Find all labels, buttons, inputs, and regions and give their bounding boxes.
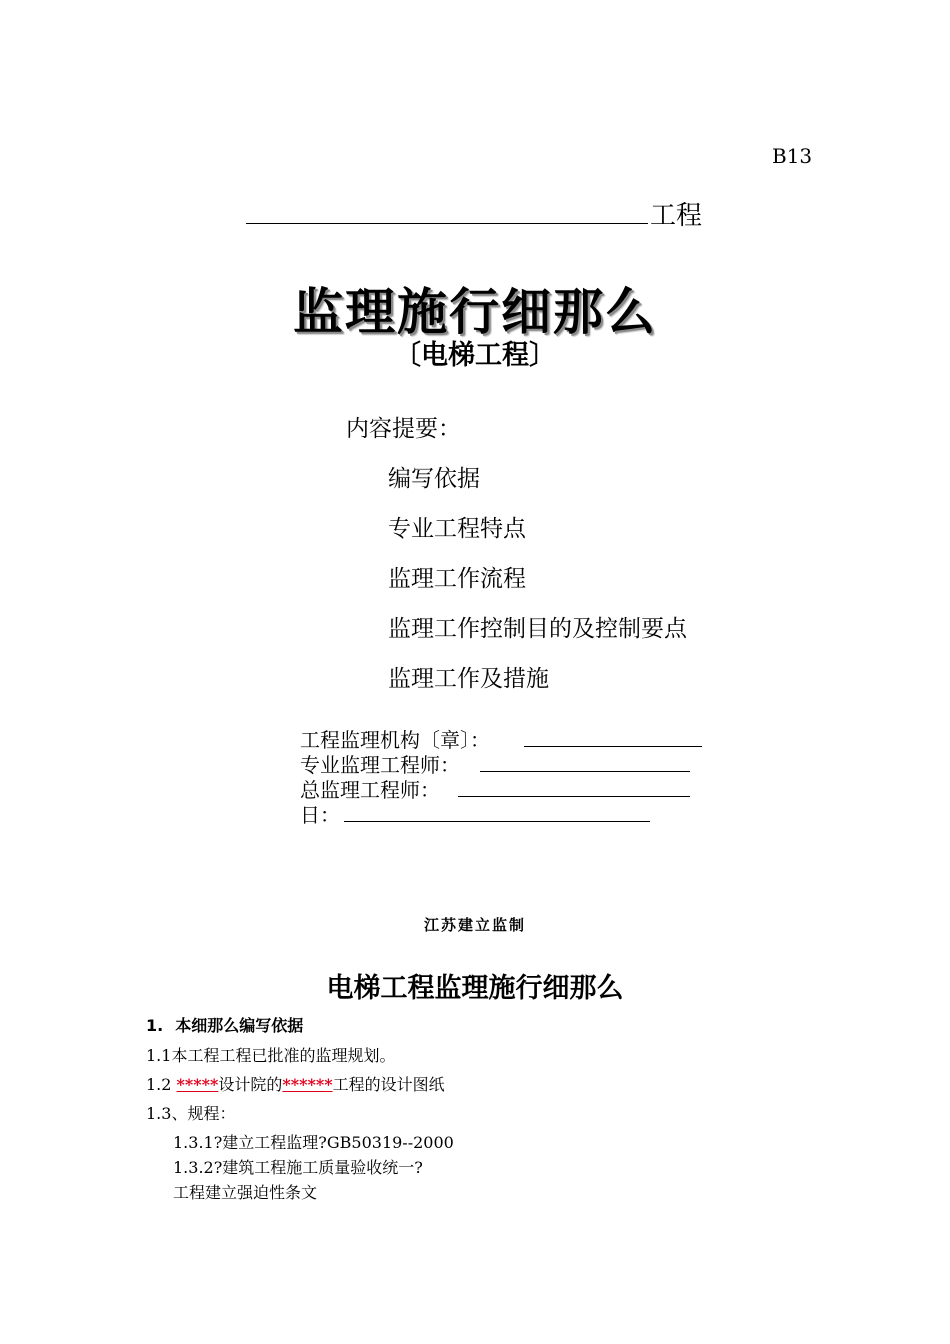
document-code: B13 <box>772 144 813 168</box>
signature-field-date <box>300 799 340 825</box>
line-suffix: 工程的设计图纸 <box>332 1075 445 1094</box>
organization: 江苏建立监制 <box>423 916 526 934</box>
contents-item: 监理工作控制目的及控制要点 <box>388 616 687 642</box>
signature-label: 日： <box>300 803 340 827</box>
section-heading <box>146 1013 303 1036</box>
contents-label: 内容提要： <box>346 416 461 442</box>
signature-label: 工程监理机构〔章〕： <box>300 728 490 752</box>
contents-item: 监理工作流程 <box>388 566 526 592</box>
section-heading-text: 本细那么编写依据 <box>175 1016 304 1035</box>
body-line-1-1: 1.1本工程工程已批准的监理规划。 <box>146 1046 396 1065</box>
body-line-1-3-2: 1.3.2?建筑工程施工质量验收统一? <box>173 1158 423 1177</box>
line-prefix: 1.2 <box>146 1075 177 1094</box>
body-line-continuation: 工程建立强迫性条文 <box>173 1183 318 1202</box>
signature-field-chief <box>300 774 440 800</box>
project-suffix: 工程 <box>650 201 703 231</box>
signature-label: 总监理工程师： <box>300 778 440 802</box>
contents-item: 专业工程特点 <box>388 516 526 542</box>
project-name-blank <box>246 223 648 224</box>
body-line-1-2 <box>146 1072 445 1095</box>
body-line-1-3-1: 1.3.1?建立工程监理?GB50319--2000 <box>173 1133 454 1152</box>
signature-blank <box>480 771 690 772</box>
document-title: 电梯工程监理施行细那么 <box>326 973 624 1004</box>
redacted-placeholder: ****** <box>282 1075 333 1094</box>
signature-blank <box>524 746 702 747</box>
subtitle: 〔电梯工程〕 <box>394 340 556 371</box>
contents-item: 编写依据 <box>388 466 480 492</box>
signature-blank <box>458 796 690 797</box>
body-line-1-3: 1.3、规程： <box>146 1104 236 1123</box>
section-number: 1. <box>146 1016 164 1035</box>
line-mid: 设计院的 <box>218 1075 283 1094</box>
signature-field-agency <box>300 724 490 750</box>
signature-blank <box>344 821 650 822</box>
signature-label: 专业监理工程师： <box>300 753 460 777</box>
main-title: 监理施行细那么 <box>293 283 657 341</box>
signature-field-specialist <box>300 749 460 775</box>
contents-item: 监理工作及措施 <box>388 666 549 692</box>
redacted-placeholder: ***** <box>176 1075 219 1094</box>
